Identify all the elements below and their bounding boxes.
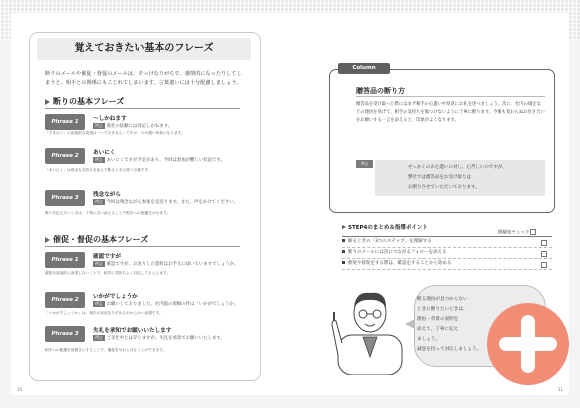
example-line: 弊社では贈答品をお受け取りは bbox=[408, 175, 471, 180]
page-number-right: 11 bbox=[557, 387, 563, 392]
checkbox-icon bbox=[530, 229, 536, 235]
phrase-badge: Phrase 1 bbox=[45, 252, 85, 268]
bullet-icon bbox=[342, 239, 345, 242]
phrase-note: 「いかがでしょうか」は、相手の状況をたずねるやわらかい表現です。 bbox=[45, 311, 163, 315]
page-number-left: 10 bbox=[17, 387, 23, 392]
phrase-badge: Phrase 2 bbox=[45, 148, 85, 164]
summary-item: 断るときの「3つのステップ」を理解する bbox=[342, 237, 552, 248]
phrase-note: 「できない」の直接的な表現は「〜できません」ですが、やや強い印象になります。 bbox=[45, 131, 185, 135]
example-badge: 例文 bbox=[356, 160, 373, 168]
phrase-note: 「あいにく」は残念な気持ちを添えて断るときに使う言葉です。 bbox=[45, 168, 152, 172]
checkbox[interactable] bbox=[541, 251, 547, 257]
phrase-badge: Phrase 3 bbox=[45, 190, 85, 206]
phrase-example: 例文 ご多忙中とは存じますが、失礼を承知でお願いいたします。 bbox=[95, 335, 225, 341]
summary-item: 催促や督促をする際は、確認をすることから始める bbox=[342, 259, 552, 270]
check-label: 理解度チェック bbox=[498, 229, 536, 236]
column-text: 贈答品を受け取った際にはまず相手の心遣いや厚意にお礼を述べましょう。次に、社内の規定などの理由を挙げて、相手の気持ちを傷つけないように丁寧に断ります。今後も変わらぬお付き合いをお願いする一言を添えると、印象がよくなります。 bbox=[356, 102, 545, 124]
column-title: 贈答品の断り方 bbox=[356, 87, 405, 95]
bullet-icon bbox=[342, 250, 345, 253]
bubble-line: 理由・背景の説明を bbox=[417, 317, 459, 322]
triangle-icon bbox=[45, 237, 50, 243]
phrase-note: 相手への配慮を前置きにすることで、催促をやわらげることができます。 bbox=[45, 348, 167, 352]
phrase-badge: Phrase 1 bbox=[45, 114, 85, 130]
intro-text: 断りのメールや催促・督促のメールは、そっけなりがちで、感情的になったりしてしまうと、相手との関係にもこじれてしまいます。言葉遣いには十分配慮しましょう。 bbox=[45, 71, 242, 86]
phrase-badge: Phrase 3 bbox=[45, 326, 85, 342]
section-heading-refusal: 断りの基本フレーズ bbox=[45, 96, 124, 107]
checkbox[interactable] bbox=[541, 262, 547, 268]
divider bbox=[356, 96, 545, 97]
phrase-example: 例文 あいにくですが予定があり、今回は参加が難しい状況です。 bbox=[95, 157, 225, 163]
example-line: せっかくのお心遣いに対し、心苦しいのですが、 bbox=[408, 165, 507, 170]
example-line: お断りさせていただいております。 bbox=[408, 185, 480, 190]
bubble-line: 添えて、丁寧に伝え bbox=[417, 327, 459, 332]
phrase-main: いかがでしょうか bbox=[93, 294, 138, 300]
summary-list bbox=[342, 236, 552, 270]
bubble-line: 断る理由が見つからない bbox=[417, 297, 468, 302]
section-heading-reminder: 催促・督促の基本フレーズ bbox=[45, 234, 148, 245]
summary-item: 断りのメールには次につながるフォローを添える bbox=[342, 248, 552, 259]
phrase-main: 確認ですが bbox=[93, 254, 121, 260]
page-title: 覚えておきたい基本のフレーズ bbox=[37, 38, 251, 60]
summary-title: STEP4のまとめ＆指導ポイント bbox=[342, 223, 428, 231]
bubble-line: 誠意を持って対応しましょう。 bbox=[417, 347, 482, 352]
phrase-example: 例文 お願いしておりました、社内報の原稿の件は「いかがでしょうか。 bbox=[95, 301, 239, 307]
column-tab: Column bbox=[338, 63, 390, 74]
triangle-icon bbox=[45, 99, 50, 105]
phrase-example: 例文 今回は残念ながら参加を見送ります。また、声をかけてください。 bbox=[95, 199, 238, 205]
bullet-icon bbox=[342, 261, 345, 264]
bubble-line: ましょう。 bbox=[417, 337, 440, 342]
phrase-badge: Phrase 2 bbox=[45, 292, 85, 308]
example-box bbox=[375, 160, 545, 196]
bubble-line: ときに断りたいときは、 bbox=[417, 307, 468, 312]
businessman-illustration-icon bbox=[330, 285, 410, 375]
phrase-note: 断りを伝えたいときは、丁寧に言い添えることで相手への配慮を示せます。 bbox=[45, 211, 171, 215]
phrase-note: 催促を直接的に表現しないことで、相手に気持ちよく対応してもらえます。 bbox=[45, 271, 171, 275]
phrase-main: 残念ながら bbox=[93, 192, 121, 198]
phrase-example: 例文 貴社の依頼には対応しかねます。 bbox=[95, 123, 173, 129]
checkbox[interactable] bbox=[541, 240, 547, 246]
phrase-main: 失礼を承知でお願いいたします bbox=[93, 328, 172, 334]
phrase-main: 〜しかねます bbox=[93, 116, 127, 122]
phrase-main: あいにく bbox=[93, 150, 116, 156]
phrase-example: 例文 確認ですが、お送りした資料はお手元に届いていますでしょうか。 bbox=[95, 261, 239, 267]
triangle-icon bbox=[342, 225, 346, 229]
